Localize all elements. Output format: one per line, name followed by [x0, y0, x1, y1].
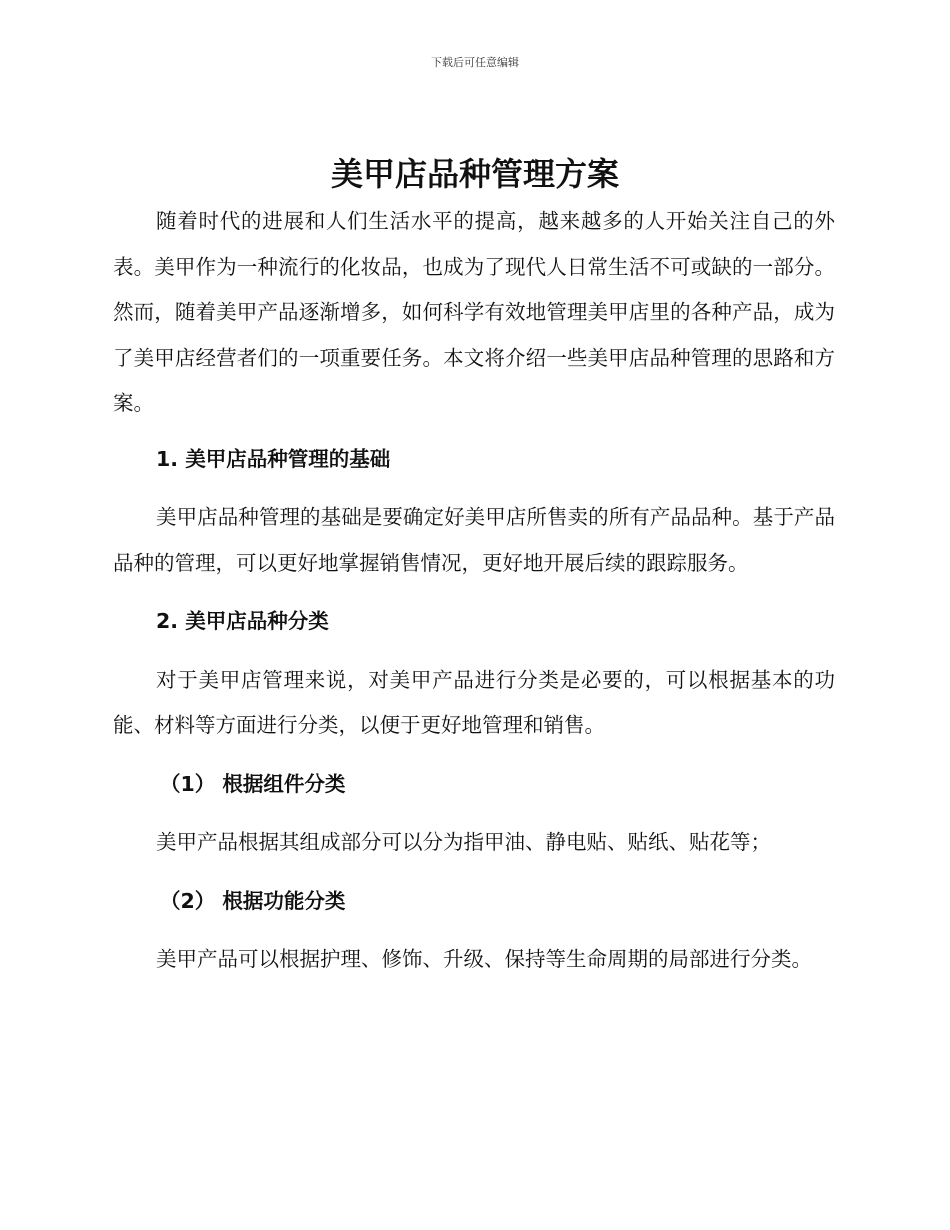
- subsection-heading-by-function: （2） 根据功能分类: [160, 888, 346, 913]
- subsection-heading-by-component: （1） 根据组件分类: [160, 771, 346, 796]
- section-body-classification: 对于美甲店管理来说，对美甲产品进行分类是必要的，可以根据基本的功能、材料等方面进行分类，以便于更好地管理和销售。: [113, 667, 835, 737]
- intro-paragraph: 随着时代的进展和人们生活水平的提高，越来越多的人开始关注自己的外表。美甲作为一种流行的化妆品，也成为了现代人日常生活不可或缺的一部分。然而，随着美甲产品逐渐增多，如何科学有效地管理美甲店里的各种产品，成为了美甲店经营者们的一项重要任务。本文将介绍一些美甲店品种管理的思路和方案。: [113, 209, 835, 415]
- subsection-body-by-function: 美甲产品可以根据护理、修饰、升级、保持等生命周期的局部进行分类。: [156, 947, 812, 971]
- section-body-basics: 美甲店品种管理的基础是要确定好美甲店所售卖的所有产品品种。基于产品品种的管理，可以更好地掌握销售情况，更好地开展后续的跟踪服务。: [113, 505, 835, 575]
- document-title: 美甲店品种管理方案: [330, 155, 619, 193]
- section-heading-classification: 2. 美甲店品种分类: [156, 609, 329, 633]
- document-body: [113, 199, 835, 983]
- subsection-body-by-component: 美甲产品根据其组成部分可以分为指甲油、静电贴、贴纸、贴花等；: [156, 830, 771, 854]
- section-heading-basics: 1. 美甲店品种管理的基础: [156, 446, 391, 471]
- header-note: 下载后可任意编辑: [431, 56, 519, 69]
